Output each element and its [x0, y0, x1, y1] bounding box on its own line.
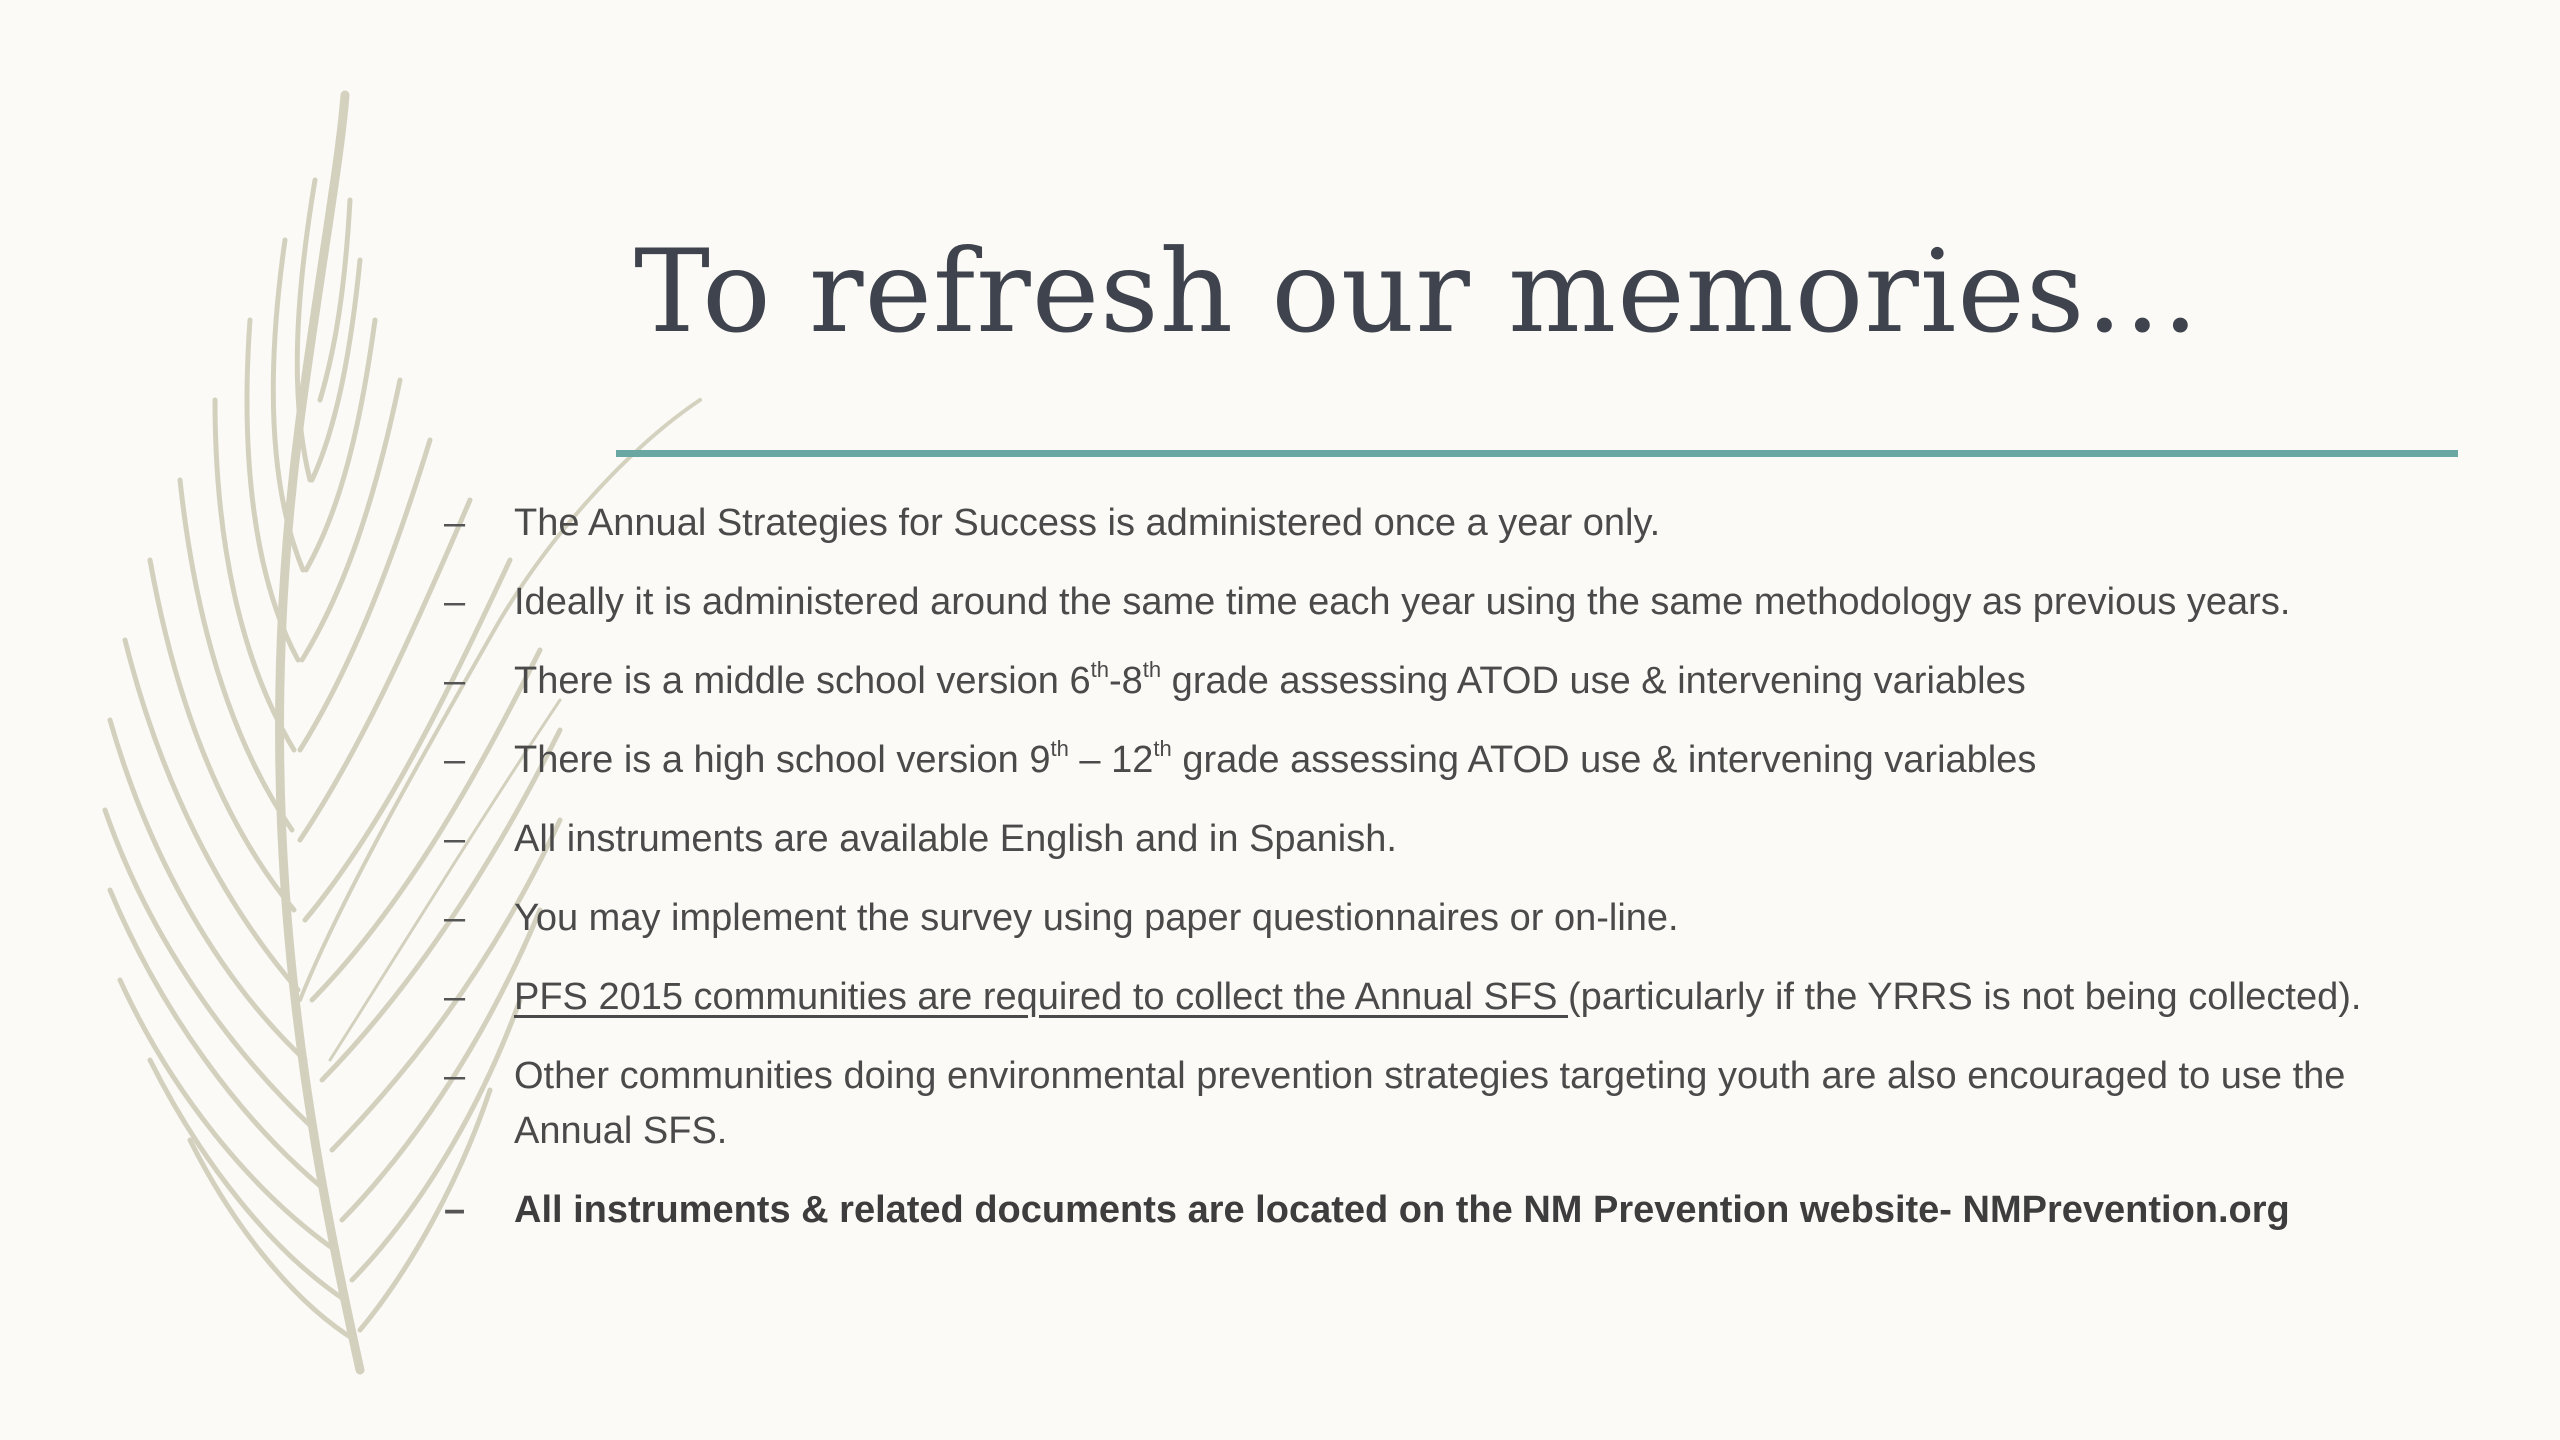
underlined-text: PFS 2015 communities are required to collect the Annual SFS [514, 976, 1568, 1018]
bullet-item [444, 970, 2464, 1025]
bullet-text-part: There is a middle school version 6 [514, 660, 1091, 702]
bullet-text: All instruments & related documents are located on the NM Prevention website- NMPrevention.org [514, 1189, 2290, 1231]
bullet-dash: – [444, 502, 466, 544]
bullet-item [444, 496, 2464, 551]
bullet-text [514, 736, 2037, 781]
bullet-item [444, 733, 2464, 788]
bullet-item [444, 891, 2464, 946]
bullet-dash: – [444, 739, 466, 781]
ordinal-suffix: th [1090, 657, 1109, 682]
bullet-dash: – [444, 976, 466, 1018]
bullet-item [444, 654, 2464, 709]
bullet-item [444, 575, 2464, 630]
bullet-text-part: – 12 [1068, 739, 1154, 781]
bullet-item [444, 812, 2464, 867]
bullet-list [444, 496, 2464, 1262]
ordinal-suffix: th [1050, 736, 1069, 761]
bullet-dash: – [444, 660, 466, 702]
slide-title: To refresh our memories… [634, 225, 2201, 358]
bullet-text-part: There is a high school version 9 [514, 739, 1051, 781]
bullet-item [444, 1183, 2464, 1238]
bullet-text-part: (particularly if the YRRS is not being collected). [1568, 976, 2362, 1018]
bullet-text: Other communities doing environmental prevention strategies targeting youth are also encouraged to use the Annual SFS. [514, 1055, 2346, 1152]
bullet-dash: – [444, 818, 466, 860]
bullet-text: The Annual Strategies for Success is administered once a year only. [514, 502, 1661, 544]
bullet-dash: – [444, 581, 466, 623]
bullet-dash: – [444, 897, 466, 939]
bullet-text: You may implement the survey using paper questionnaires or on-line. [514, 897, 1679, 939]
bullet-text-part: grade assessing ATOD use & intervening variables [1161, 660, 2026, 702]
bullet-dash: – [444, 1055, 466, 1097]
bullet-text: Ideally it is administered around the same time each year using the same methodology as previous years. [514, 581, 2291, 623]
bullet-text: All instruments are available English and in Spanish. [514, 818, 1397, 860]
ordinal-suffix: th [1142, 657, 1162, 682]
bullet-text [514, 976, 2361, 1018]
bullet-text [514, 657, 2026, 702]
bullet-text-part: grade assessing ATOD use & intervening variables [1171, 739, 2037, 781]
bullet-dash: – [444, 1189, 466, 1231]
ordinal-suffix: th [1153, 736, 1172, 761]
bullet-item [444, 1049, 2464, 1159]
title-divider [616, 450, 2458, 457]
bullet-text-part: -8 [1108, 660, 1143, 702]
